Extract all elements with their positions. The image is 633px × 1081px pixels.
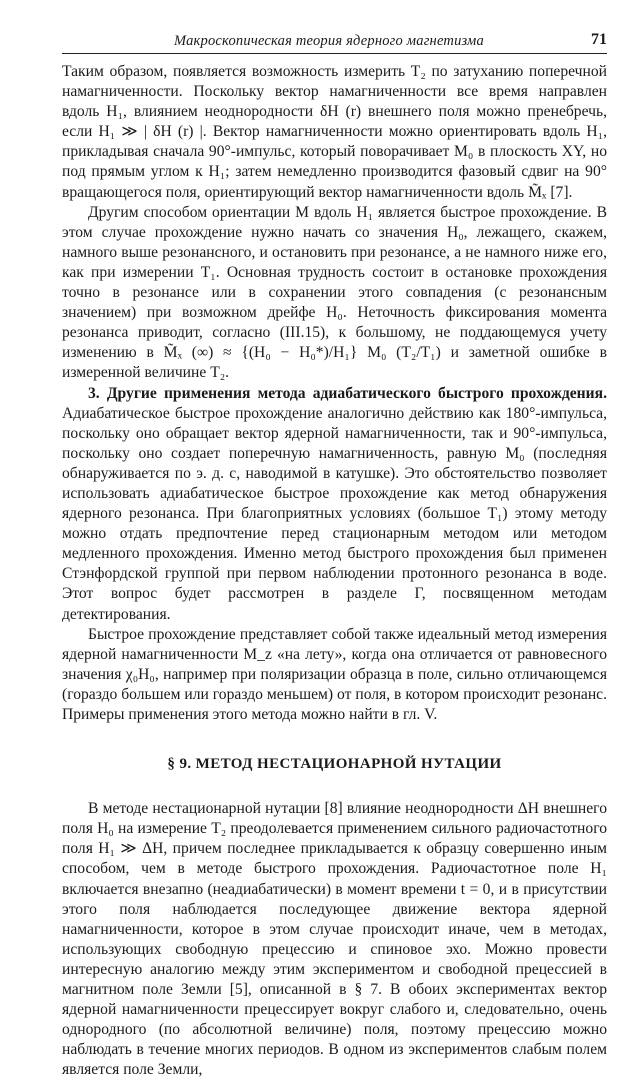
paragraph-3-heading: 3. Другие применения метода адиабатического быстрого прохождения. xyxy=(88,384,607,402)
paragraph-2: Другим способом ориентации M вдоль H₁ является быстрое прохождение. В этом случае прохождение нужно начать со значения H₀, лежащего, скажем, намного выше резонансного, и остановить при резонансе, а не намного ниже его, как при измерении T₁. Основная трудность состоит в остановке прохождения точно в резонансе или в сохранении этого совпадения (с резонансным значением) при возможном дрейфе H₀. Неточность фиксирования момента резонанса приводит, согласно (III.15), к большому, не поддающемуся учету изменению в M̃ₓ (∞) ≈ {(H₀ − H₀*)/H₁} M₀ (T₂/T₁) и заметной ошибке в измеренной величине T₂. xyxy=(62,203,607,382)
paragraph-5: В методе нестационарной нутации [8] влияние неоднородности ΔH внешнего поля H₀ на измерение T₂ преодолевается применением сильного радиочастотного поля H₁ ≫ ΔH, причем последнее прикладывается к образцу совершенно иным способом, чем в методе быстрого прохождения. Радиочастотное поле H₁ включается внезапно (неадиабатически) в момент времени t = 0, и в присутствии этого поля наблюдается последующее движение вектора ядерной намагниченности, которое в этом случае происходит иначе, чем в методах, использующих свободную прецессию и спиновое эхо. Можно провести интересную аналогию между этим экспериментом и свободной прецессией в магнитном поле Земли [5], описанной в § 7. В обоих экспериментах вектор ядерной намагниченности прецессирует вокруг слабого и, следовательно, очень однородного (по абсолютной величине) поля, поэтому прецессию можно наблюдать в течение многих периодов. В одном из экспериментов слабым полем является поле Земли, xyxy=(62,800,607,1079)
section-heading: § 9. МЕТОД НЕСТАЦИОНАРНОЙ НУТАЦИИ xyxy=(167,756,502,773)
paragraph-1: Таким образом, появляется возможность измерить T₂ по затуханию поперечной намагниченности. Поскольку вектор намагниченности все время направлен вдоль H₁, влиянием неоднородности δH (r) внешнего поля можно пренебречь, если H₁ ≫ | δH (r) |. Вектор намагниченности можно ориентировать вдоль H₁, прикладывая сначала 90°-импульс, который поворачивает M₀ в плоскость XY, но под прямым углом к H₁; затем немедленно производится фазовый сдвиг на 90° вращающегося поля, ориентирующий вектор намагниченности вдоль M̃ₓ [7]. xyxy=(62,63,607,201)
page-body xyxy=(62,62,607,1081)
page-number: 71 xyxy=(591,31,607,48)
paragraph-3 xyxy=(62,384,607,625)
paragraph-4: Быстрое прохождение представляет собой также идеальный метод измерения ядерной намагниченности M_z «на лету», когда она отличается от равновесного значения χ₀H₀, например при поляризации образца в поле, сильно отличающемся (гораздо большем или гораздо меньшем) от поля, в котором происходит резонанс. Примеры применения этого метода можно найти в гл. V. xyxy=(62,625,607,723)
running-title: Макроскопическая теория ядерного магнетизма xyxy=(174,33,484,49)
running-header xyxy=(62,31,607,54)
paragraph-3-text: Адиабатическое быстрое прохождение аналогично действию как 180°-импульса, поскольку оно обращает вектор ядерной намагниченности, так и 90°-импульса, поскольку оно создает поперечную намагниченность, равную M₀ (последняя обнаруживается по э. д. с, наводимой в катушке). Это обстоятельство позволяет использовать адиабатическое быстрое прохождение как метод обнаружения ядерного резонанса. При благоприятных условиях (большое T₁) этому методу можно отдать предпочтение перед стационарным методом или методом медленного прохождения. Именно метод быстрого прохождения был применен Стэнфордской группой при первом наблюдении протонного резонанса в воде. Этот вопрос будет рассмотрен в разделе Г, посвященном методам детектирования. xyxy=(62,404,607,623)
